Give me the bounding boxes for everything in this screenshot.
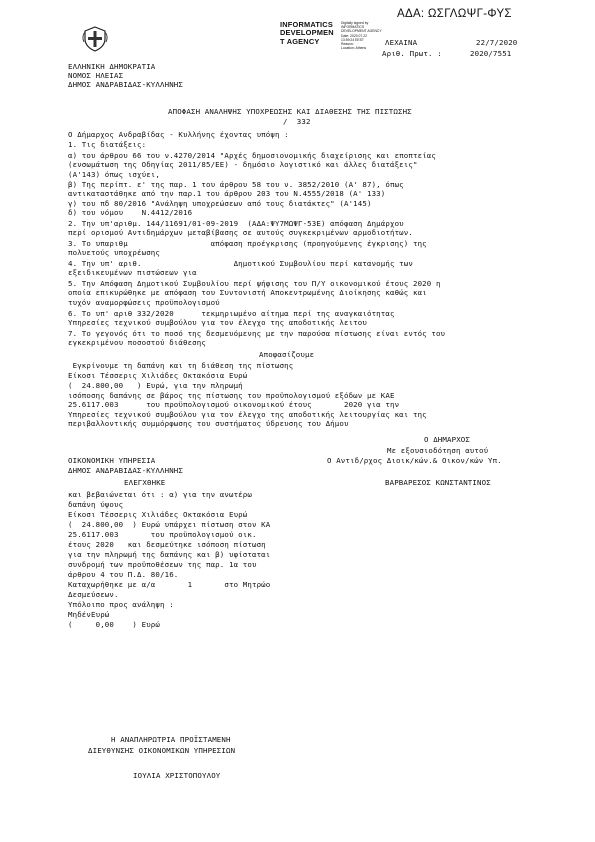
decision-number: / 332 (283, 117, 311, 126)
finance-line: άρθρου 4 του Π.Δ. 80/16. (68, 570, 179, 579)
finance-signer-role: ΔΙΕΥΘΥΝΣΗΣ ΟΙΚΟΝΟΜΙΚΩΝ ΥΠΗΡΕΣΙΩΝ (88, 746, 236, 755)
finance-line: Δεσμεύσεων. (68, 590, 119, 599)
approve-line: Είκοσι Τέσσερις Χιλιάδες Οκτακόσια Ευρώ (68, 371, 248, 380)
body-line: 2. Την υπ'αριθμ. 144/11691/01-09-2019 (ΑΔΑ:ΨΥ7ΜΩΨΓ-53Ε) απόφαση Δημάρχου (68, 219, 404, 228)
decision-title: ΑΠΟΦΑΣΗ ΑΝΑΛΗΨΗΣ ΥΠΟΧΡΕΩΣΗΣ ΚΑΙ ΔΙΑΘΕΣΗΣ ΤΗΣ ΠΙΣΤΩΣΗΣ (168, 107, 412, 116)
finance-signer-role: Η ΑΝΑΠΛΗΡΩΤΡΙΑ ΠΡΟΪΣΤΑΜΕΝΗ (111, 735, 231, 744)
finance-line: έτους 2020 και δεσμεύτηκε ισόποση πίστωση (68, 540, 266, 549)
date: 22/7/2020 (476, 38, 518, 47)
body-line: πολυετούς υποχρέωσης (68, 248, 160, 257)
deputy-mayor-title: Ο Αντιδ/ρχος Διοικ/κών.& Οικον/κών Υπ. (327, 456, 502, 465)
decide-heading: Αποφασίζουμε (259, 350, 315, 359)
finance-line: για την πληρωμή της δαπάνης και β) υφίσταται (68, 550, 271, 559)
ada-code: ΑΔΑ: ΩΣΓΛΩΨΓ-ΦΥΣ (397, 8, 512, 20)
mayor-title: Ο ΔΗΜΑΡΧΟΣ (424, 435, 470, 444)
body-line: εξειδικευμένων πιστώσεων για (68, 268, 197, 277)
agency-line: INFORMATICS (280, 20, 333, 29)
finance-line: ( 24.800,00 ) Ευρώ υπάρχει πίστωση στον ΚΑ (68, 520, 271, 529)
body-line: δ) του νόμου Ν.4412/2016 (68, 208, 193, 217)
signature-detail-line: Location: Athens (341, 46, 367, 51)
finance-line: Είκοσι Τέσσερις Χιλιάδες Οκτακόσια Ευρώ (68, 510, 248, 519)
body-line: τυχόν αναμορφώσεις προϋπολογισμού (68, 298, 220, 307)
body-line: γ) του πδ 80/2016 "Ανάληψη υποχρεώσεων από τους διατάκτες" (Α'145) (68, 199, 372, 208)
body-line: αντικαταστάθηκε από την παρ.1 του άρθρου 203 του Ν.4555/2018 (Α' 133) (68, 189, 386, 198)
deputy-mayor-name: ΒΑΡΒΑΡΕΣΟΣ ΚΩΝΣΤΑΝΤΙΝΟΣ (385, 478, 491, 487)
body-line: 5. Την Απόφαση Δημοτικού Συμβουλίου περί ψήφισης του Π/Υ οικονομικού έτους 2020 η (68, 279, 441, 288)
body-line: 1. Τις διατάξεις: (68, 140, 147, 149)
finance-line: Υπόλοιπο προς ανάληψη : (68, 600, 174, 609)
approve-line: Υπηρεσίες τεχνικού συμβούλου για τον έλεγχο της αποδοτικής λειτουργίας και της (68, 410, 427, 419)
issuer-line: ΕΛΛΗΝΙΚΗ ΔΗΜΟΚΡΑΤΙΑ (68, 62, 156, 71)
finance-line: Καταχωρήθηκε με α/α 1 στο Μητρώο (68, 580, 271, 589)
approve-line: Εγκρίνουμε τη δαπάνη και τη διάθεση της πίστωσης (68, 361, 294, 370)
decision-intro: Ο Δήμαρχος Ανδραβίδας - Κυλλήνης έχοντας υπόψη : (68, 130, 289, 139)
signature-detail-line: INFORMATICS (341, 25, 365, 30)
protocol-number: 2020/7551 (470, 49, 512, 58)
body-line: β) Της περίπτ. ε' της παρ. 1 του άρθρου 58 του ν. 3852/2010 (Α' 87), όπως (68, 180, 404, 189)
finance-line: ( 0,00 ) Ευρώ (68, 620, 160, 629)
body-line: 7. Το γεγονός ότι το ποσό της δεσμευόμενης με την παρούσα πίστωσης είναι εντός του (68, 329, 446, 338)
signature-detail-line: 13:59:24 EEST (341, 37, 364, 42)
body-line: (ενσωμάτωση της Οδηγίας 2011/85/ΕΕ) - δημόσιο λογιστικό και άλλες διατάξεις" (68, 160, 418, 169)
place: ΛΕΧΑΙΝΑ (385, 38, 418, 47)
checked-heading: ΕΛΕΓΧΘΗΚΕ (124, 478, 166, 487)
protocol-label: Αριθ. Πρωτ. : (382, 49, 442, 58)
signature-detail-line: Digitally signed by (341, 21, 369, 25)
agency-line: T AGENCY (280, 36, 320, 46)
body-line: 6. Το υπ' αριθ 332/2020 τεκμηριωμένο αίτημα περί της αναγκαιότητας (68, 309, 395, 318)
body-line: 3. Το υπαριθμ απόφαση προέγκρισης (προηγούμενης έγκρισης) της (68, 239, 427, 248)
signature-detail-line: Date: 2020.07.22 (341, 33, 368, 38)
signature-detail-line: Reason: (341, 42, 354, 47)
body-line: οποία επικυρώθηκε με απόφαση του Συντονιστή Αποκεντρωμένης Διοίκησης καθώς και (68, 288, 427, 297)
body-line: περί ορισμού Αντιδημάρχων μεταβίβασης σε αυτούς συγκεκριμένων αρμοδιοτήτων. (68, 228, 413, 237)
body-line: 4. Την υπ' αριθ. Δημοτικού Συμβουλίου περί κατανομής των (68, 259, 413, 268)
issuer-line: ΝΟΜΟΣ ΗΛΕΙΑΣ (68, 71, 124, 80)
body-line: εγκεκριμένου ποσοστού διάθεσης (68, 338, 206, 347)
finance-service: ΟΙΚΟΝΟΜΙΚΗ ΥΠΗΡΕΣΙΑ (68, 456, 156, 465)
finance-line: ΜηδένΕυρώ (68, 610, 110, 619)
approve-line: ( 24.800,00 ) Ευρώ, για την πληρωμή (68, 381, 243, 390)
mayor-delegation: Με εξουσιοδότηση αυτού (387, 446, 489, 455)
agency-line: DEVELOPMEN (280, 28, 334, 38)
approve-line: περιβαλλοντικής συμμόρφωσης του συστήματος ύδρευσης του Δήμου (68, 419, 349, 428)
finance-municipality: ΔΗΜΟΣ ΑΝΔΡΑΒΙΔΑΣ-ΚΥΛΛΗΝΗΣ (68, 466, 183, 475)
approve-line: 25.6117.003 του προϋπολογισμού οικονομικού έτους 2020 για την (68, 400, 400, 409)
body-line: (Α'143) όπως ισχύει, (68, 170, 160, 179)
agency-signature-label (280, 21, 334, 46)
finance-line: δαπάνη ύψους (68, 500, 124, 509)
approve-line: ισόποσης δαπάνης σε βάρος της πίστωσης του προϋπολογισμού εξόδων με ΚΑΕ (68, 391, 395, 400)
body-line: α) του άρθρου 66 του ν.4270/2014 "Αρχές δημοσιονομικής διαχείρισης και εποπτείας (68, 151, 436, 160)
digital-signature-details (341, 21, 382, 50)
finance-signer-name: ΙΟΥΛΙΑ ΧΡΙΣΤΟΠΟΥΛΟΥ (133, 771, 221, 780)
greek-state-emblem (82, 26, 108, 52)
finance-line: 25.6117.003 του προϋπολογισμού οικ. (68, 530, 257, 539)
finance-line: και βεβαιώνεται ότι : α) για την ανωτέρω (68, 490, 252, 499)
finance-line: συνδρομή των προϋποθέσεων της παρ. 1α του (68, 560, 257, 569)
issuer-line: ΔΗΜΟΣ ΑΝΔΡΑΒΙΔΑΣ-ΚΥΛΛΗΝΗΣ (68, 80, 183, 89)
body-line: Υπηρεσίες τεχνικού συμβούλου για τον έλεγχο της αποδοτικής λειτου (68, 318, 367, 327)
signature-detail-line: DEVELOPMENT AGENCY (341, 29, 382, 34)
